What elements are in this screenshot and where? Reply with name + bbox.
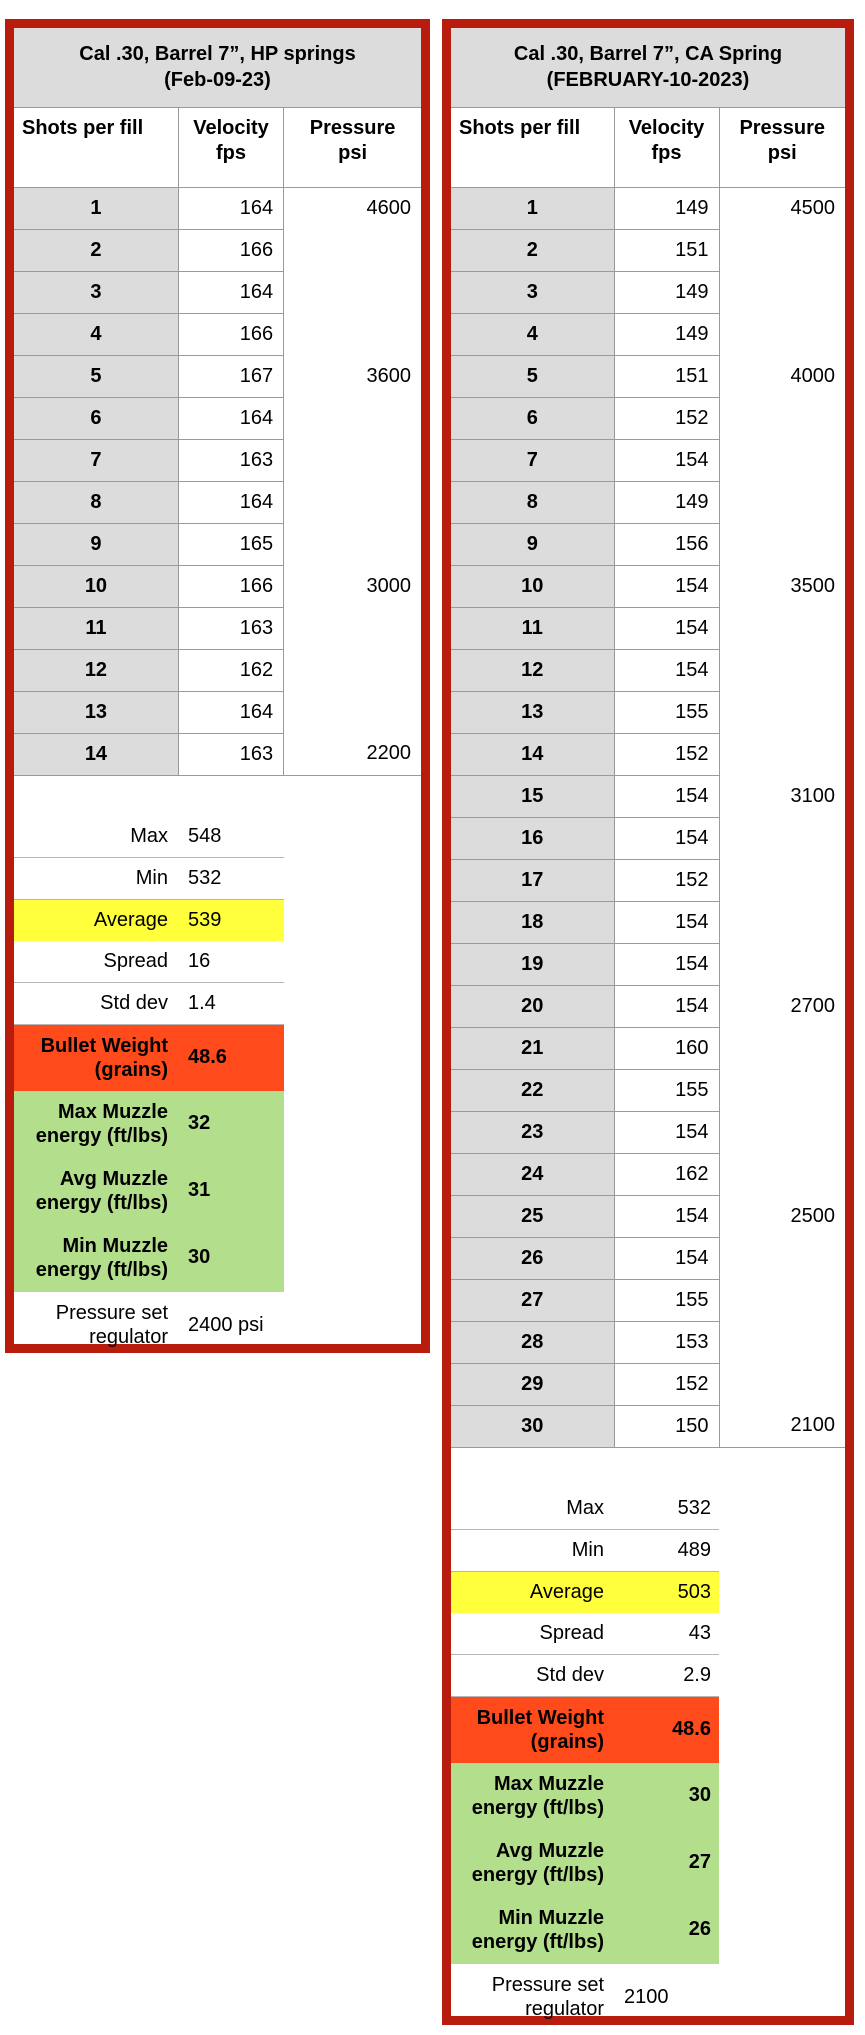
shot-cell: 26 bbox=[451, 1237, 614, 1279]
table-row bbox=[14, 313, 421, 355]
velocity-cell: 154 bbox=[614, 817, 719, 859]
pressure-cell bbox=[719, 1237, 845, 1279]
shot-cell: 14 bbox=[451, 733, 614, 775]
velocity-cell: 152 bbox=[614, 733, 719, 775]
pressure-cell bbox=[719, 901, 845, 943]
table-row bbox=[14, 229, 421, 271]
table-row bbox=[14, 649, 421, 691]
stat-min bbox=[451, 1530, 719, 1572]
stat-avg-energy-label bbox=[14, 1167, 178, 1215]
velocity-cell: 163 bbox=[178, 607, 283, 649]
table-row bbox=[14, 355, 421, 397]
stat-avg-energy-label-1: Avg Muzzle bbox=[59, 1167, 168, 1190]
pressure-cell: 2700 bbox=[719, 985, 845, 1027]
stat-regulator-label-1: Pressure set bbox=[491, 1973, 604, 1996]
table-row bbox=[451, 229, 845, 271]
col-header-pressure-2: psi bbox=[338, 141, 368, 164]
stat-min-label: Min bbox=[571, 1538, 604, 1561]
stat-regulator bbox=[451, 1964, 719, 2030]
velocity-cell: 155 bbox=[614, 691, 719, 733]
col-header-shots: Shots per fill bbox=[451, 107, 614, 187]
table-row bbox=[14, 397, 421, 439]
table-row bbox=[451, 901, 845, 943]
col-header-velocity bbox=[178, 107, 283, 187]
pressure-cell bbox=[284, 481, 421, 523]
title-line-2: (Feb-09-23) bbox=[164, 69, 271, 92]
shot-cell: 24 bbox=[451, 1153, 614, 1195]
title-line-1: Cal .30, Barrel 7”, CA Spring bbox=[513, 43, 783, 66]
stat-max-value: 532 bbox=[677, 1496, 711, 1519]
stat-max-energy bbox=[14, 1091, 284, 1158]
shot-cell: 15 bbox=[451, 775, 614, 817]
table-row bbox=[14, 439, 421, 481]
pressure-cell: 4600 bbox=[284, 187, 421, 229]
pressure-cell bbox=[719, 733, 845, 775]
pressure-cell bbox=[719, 817, 845, 859]
col-header-velocity-1: Velocity bbox=[193, 116, 269, 139]
table-row bbox=[451, 481, 845, 523]
shot-cell: 9 bbox=[14, 523, 178, 565]
velocity-cell: 154 bbox=[614, 439, 719, 481]
table-title bbox=[451, 28, 845, 107]
stat-std-dev-value: 1.4 bbox=[188, 991, 216, 1014]
table-row bbox=[451, 607, 845, 649]
pressure-cell bbox=[284, 439, 421, 481]
table-row bbox=[14, 565, 421, 607]
shot-cell: 3 bbox=[451, 271, 614, 313]
col-header-velocity bbox=[614, 107, 719, 187]
stat-min-energy-label-1: Min Muzzle bbox=[62, 1234, 168, 1257]
pressure-cell bbox=[284, 607, 421, 649]
pressure-cell bbox=[719, 1279, 845, 1321]
table-row bbox=[14, 271, 421, 313]
stat-bullet-weight bbox=[14, 1025, 284, 1091]
shot-cell: 3 bbox=[14, 271, 178, 313]
stat-min-energy-value: 30 bbox=[188, 1246, 211, 1268]
velocity-cell: 156 bbox=[614, 523, 719, 565]
table-row bbox=[451, 187, 845, 229]
pressure-cell bbox=[284, 229, 421, 271]
velocity-cell: 160 bbox=[614, 1027, 719, 1069]
stat-avg-energy bbox=[451, 1830, 719, 1897]
stat-std-dev bbox=[14, 983, 284, 1025]
table-row bbox=[451, 859, 845, 901]
velocity-cell: 151 bbox=[614, 355, 719, 397]
shot-cell: 10 bbox=[451, 565, 614, 607]
velocity-cell: 150 bbox=[614, 1405, 719, 1447]
ca-spring-sheet bbox=[451, 28, 845, 2020]
table-row bbox=[451, 1321, 845, 1363]
shot-cell: 16 bbox=[451, 817, 614, 859]
pressure-cell bbox=[719, 523, 845, 565]
shot-cell: 2 bbox=[14, 229, 178, 271]
stat-avg-energy-value: 27 bbox=[688, 1851, 711, 1873]
stat-std-dev-value: 2.9 bbox=[683, 1663, 711, 1686]
table-row bbox=[451, 649, 845, 691]
stat-regulator-value: 2400 psi bbox=[188, 1313, 264, 1336]
velocity-cell: 166 bbox=[178, 229, 283, 271]
stat-max-value: 548 bbox=[188, 824, 222, 847]
stat-min-energy bbox=[451, 1897, 719, 1964]
pressure-cell bbox=[719, 1363, 845, 1405]
shot-cell: 4 bbox=[451, 313, 614, 355]
velocity-cell: 162 bbox=[178, 649, 283, 691]
velocity-cell: 155 bbox=[614, 1279, 719, 1321]
stat-min-energy-label bbox=[451, 1906, 614, 1954]
stat-spread bbox=[14, 941, 284, 983]
pressure-cell: 2200 bbox=[284, 733, 421, 775]
stat-bullet-weight-label bbox=[451, 1706, 614, 1754]
shot-cell: 11 bbox=[451, 607, 614, 649]
velocity-cell: 154 bbox=[614, 649, 719, 691]
table-row bbox=[14, 691, 421, 733]
velocity-cell: 164 bbox=[178, 481, 283, 523]
table-row bbox=[451, 1153, 845, 1195]
table-row bbox=[451, 565, 845, 607]
pressure-cell bbox=[719, 1027, 845, 1069]
pressure-cell: 2100 bbox=[719, 1405, 845, 1447]
stat-bullet-weight-label bbox=[14, 1034, 178, 1082]
shot-cell: 8 bbox=[14, 481, 178, 523]
stat-min-value: 489 bbox=[677, 1538, 711, 1561]
velocity-cell: 164 bbox=[178, 691, 283, 733]
table-row bbox=[451, 1363, 845, 1405]
stat-regulator-label-2: regulator bbox=[89, 1325, 168, 1348]
pressure-cell bbox=[719, 439, 845, 481]
shot-cell: 20 bbox=[451, 985, 614, 1027]
stat-max-label: Max bbox=[130, 824, 168, 847]
velocity-cell: 154 bbox=[614, 607, 719, 649]
stat-bullet-weight-label-2: (grains) bbox=[530, 1730, 604, 1753]
pressure-cell: 4500 bbox=[719, 187, 845, 229]
pressure-cell bbox=[719, 1321, 845, 1363]
table-row bbox=[451, 355, 845, 397]
velocity-cell: 162 bbox=[614, 1153, 719, 1195]
pressure-cell bbox=[719, 649, 845, 691]
pressure-cell: 2500 bbox=[719, 1195, 845, 1237]
shot-cell: 9 bbox=[451, 523, 614, 565]
stat-max bbox=[451, 1488, 719, 1530]
stat-avg-energy-label-2: energy (ft/lbs) bbox=[35, 1191, 168, 1214]
col-header-pressure-1: Pressure bbox=[739, 116, 826, 139]
table-row bbox=[451, 1405, 845, 1447]
stat-max-energy bbox=[451, 1763, 719, 1830]
stat-avg-energy-label-1: Avg Muzzle bbox=[495, 1839, 604, 1862]
pressure-cell bbox=[719, 607, 845, 649]
ca-spring-table bbox=[451, 28, 845, 1448]
velocity-cell: 151 bbox=[614, 229, 719, 271]
pressure-cell bbox=[284, 271, 421, 313]
stat-min bbox=[14, 858, 284, 900]
velocity-cell: 166 bbox=[178, 565, 283, 607]
ca-spring-panel bbox=[442, 19, 854, 2025]
velocity-cell: 163 bbox=[178, 733, 283, 775]
velocity-cell: 154 bbox=[614, 775, 719, 817]
velocity-cell: 154 bbox=[614, 1111, 719, 1153]
shot-cell: 23 bbox=[451, 1111, 614, 1153]
velocity-cell: 149 bbox=[614, 271, 719, 313]
pressure-cell bbox=[719, 943, 845, 985]
velocity-cell: 152 bbox=[614, 1363, 719, 1405]
stat-regulator-value: 2100 bbox=[624, 1985, 669, 2008]
stat-max-energy-value: 32 bbox=[188, 1112, 211, 1134]
velocity-cell: 149 bbox=[614, 187, 719, 229]
velocity-cell: 155 bbox=[614, 1069, 719, 1111]
shot-cell: 5 bbox=[14, 355, 178, 397]
hp-springs-panel bbox=[5, 19, 430, 1353]
pressure-cell bbox=[284, 691, 421, 733]
shot-cell: 5 bbox=[451, 355, 614, 397]
stat-regulator-label bbox=[14, 1301, 178, 1349]
stat-min-energy bbox=[14, 1225, 284, 1292]
title-line-1: Cal .30, Barrel 7”, HP springs bbox=[79, 43, 356, 66]
velocity-cell: 149 bbox=[614, 481, 719, 523]
stat-bullet-weight-label-2: (grains) bbox=[94, 1058, 168, 1081]
shot-cell: 12 bbox=[14, 649, 178, 691]
table-row bbox=[451, 313, 845, 355]
stat-max-energy-label-2: energy (ft/lbs) bbox=[471, 1796, 604, 1819]
pressure-cell: 3500 bbox=[719, 565, 845, 607]
velocity-cell: 154 bbox=[614, 901, 719, 943]
hp-springs-stats bbox=[14, 816, 284, 1358]
pressure-cell bbox=[719, 481, 845, 523]
stat-spread-value: 43 bbox=[688, 1621, 711, 1644]
shot-cell: 4 bbox=[14, 313, 178, 355]
velocity-cell: 154 bbox=[614, 1195, 719, 1237]
velocity-cell: 154 bbox=[614, 943, 719, 985]
shot-cell: 11 bbox=[14, 607, 178, 649]
shot-cell: 13 bbox=[451, 691, 614, 733]
table-row bbox=[451, 1027, 845, 1069]
pressure-cell bbox=[719, 859, 845, 901]
pressure-cell bbox=[284, 649, 421, 691]
table-row bbox=[451, 397, 845, 439]
title-line-2: (FEBRUARY-10-2023) bbox=[546, 69, 750, 92]
stat-min-energy-label bbox=[14, 1234, 178, 1282]
col-header-velocity-2: fps bbox=[216, 141, 247, 164]
pressure-cell bbox=[284, 397, 421, 439]
table-title bbox=[14, 28, 421, 107]
stat-bullet-weight bbox=[451, 1697, 719, 1763]
velocity-cell: 165 bbox=[178, 523, 283, 565]
pressure-cell bbox=[719, 397, 845, 439]
velocity-cell: 167 bbox=[178, 355, 283, 397]
col-header-velocity-1: Velocity bbox=[628, 116, 705, 139]
shot-cell: 1 bbox=[451, 187, 614, 229]
stat-spread-label: Spread bbox=[103, 949, 168, 972]
shot-cell: 10 bbox=[14, 565, 178, 607]
table-row bbox=[451, 1237, 845, 1279]
pressure-cell bbox=[719, 229, 845, 271]
pressure-cell: 4000 bbox=[719, 355, 845, 397]
stat-std-dev bbox=[451, 1655, 719, 1697]
hp-springs-table bbox=[14, 28, 421, 776]
pressure-cell bbox=[284, 523, 421, 565]
stat-min-label: Min bbox=[135, 866, 168, 889]
velocity-cell: 163 bbox=[178, 439, 283, 481]
stat-spread bbox=[451, 1613, 719, 1655]
table-row bbox=[451, 439, 845, 481]
shot-cell: 1 bbox=[14, 187, 178, 229]
table-row bbox=[14, 481, 421, 523]
stat-avg-energy-label-2: energy (ft/lbs) bbox=[471, 1863, 604, 1886]
ca-spring-stats bbox=[451, 1488, 719, 2030]
stat-bullet-weight-value: 48.6 bbox=[672, 1718, 711, 1740]
stat-max-label: Max bbox=[566, 1496, 604, 1519]
table-row bbox=[451, 817, 845, 859]
shot-cell: 7 bbox=[451, 439, 614, 481]
table-row bbox=[451, 733, 845, 775]
stat-avg-energy-label bbox=[451, 1839, 614, 1887]
velocity-cell: 152 bbox=[614, 397, 719, 439]
col-header-pressure-1: Pressure bbox=[309, 116, 396, 139]
hp-springs-sheet bbox=[14, 28, 421, 1348]
stat-max-energy-label bbox=[451, 1772, 614, 1820]
table-row bbox=[451, 985, 845, 1027]
table-row bbox=[14, 607, 421, 649]
stat-avg-energy-value: 31 bbox=[188, 1179, 211, 1201]
shot-cell: 29 bbox=[451, 1363, 614, 1405]
pressure-cell bbox=[719, 271, 845, 313]
stat-average bbox=[14, 900, 284, 941]
stat-min-energy-label-2: energy (ft/lbs) bbox=[471, 1930, 604, 1953]
shot-cell: 19 bbox=[451, 943, 614, 985]
velocity-cell: 154 bbox=[614, 565, 719, 607]
stat-std-dev-label: Std dev bbox=[536, 1663, 604, 1686]
stat-bullet-weight-label-1: Bullet Weight bbox=[40, 1034, 168, 1057]
shot-cell: 2 bbox=[451, 229, 614, 271]
table-row bbox=[451, 775, 845, 817]
shot-cell: 6 bbox=[451, 397, 614, 439]
shot-cell: 22 bbox=[451, 1069, 614, 1111]
stat-max-energy-label-1: Max Muzzle bbox=[493, 1772, 604, 1795]
stat-std-dev-label: Std dev bbox=[100, 991, 168, 1014]
shot-cell: 14 bbox=[14, 733, 178, 775]
shot-cell: 21 bbox=[451, 1027, 614, 1069]
pressure-cell: 3100 bbox=[719, 775, 845, 817]
stat-max-energy-label bbox=[14, 1100, 178, 1148]
col-header-pressure bbox=[719, 107, 845, 187]
velocity-cell: 154 bbox=[614, 985, 719, 1027]
table-row bbox=[451, 271, 845, 313]
velocity-cell: 149 bbox=[614, 313, 719, 355]
stat-regulator-label bbox=[451, 1973, 614, 2021]
table-row bbox=[451, 1195, 845, 1237]
pressure-cell: 3000 bbox=[284, 565, 421, 607]
stat-spread-value: 16 bbox=[188, 949, 211, 972]
stat-spread-label: Spread bbox=[539, 1621, 604, 1644]
table-row bbox=[14, 523, 421, 565]
shot-cell: 17 bbox=[451, 859, 614, 901]
stat-bullet-weight-value: 48.6 bbox=[188, 1046, 227, 1068]
velocity-cell: 152 bbox=[614, 859, 719, 901]
col-header-pressure-2: psi bbox=[767, 141, 797, 164]
stat-min-value: 532 bbox=[188, 866, 222, 889]
stat-average-value: 503 bbox=[677, 1580, 711, 1603]
stat-regulator bbox=[14, 1292, 284, 1358]
table-row bbox=[14, 187, 421, 229]
shot-cell: 25 bbox=[451, 1195, 614, 1237]
table-row bbox=[451, 1111, 845, 1153]
shot-cell: 30 bbox=[451, 1405, 614, 1447]
stat-bullet-weight-label-1: Bullet Weight bbox=[476, 1706, 604, 1729]
shot-cell: 7 bbox=[14, 439, 178, 481]
stat-min-energy-label-1: Min Muzzle bbox=[498, 1906, 604, 1929]
pressure-cell bbox=[719, 1153, 845, 1195]
col-header-pressure bbox=[284, 107, 421, 187]
stat-max-energy-value: 30 bbox=[688, 1784, 711, 1806]
stat-max bbox=[14, 816, 284, 858]
col-header-velocity-2: fps bbox=[651, 141, 682, 164]
stat-max-energy-label-2: energy (ft/lbs) bbox=[35, 1124, 168, 1147]
stat-max-energy-label-1: Max Muzzle bbox=[57, 1100, 168, 1123]
table-row bbox=[451, 691, 845, 733]
pressure-cell bbox=[284, 313, 421, 355]
stat-average-label: Average bbox=[93, 908, 168, 931]
pressure-cell bbox=[719, 313, 845, 355]
shot-cell: 6 bbox=[14, 397, 178, 439]
col-header-shots: Shots per fill bbox=[14, 107, 178, 187]
stat-regulator-label-1: Pressure set bbox=[55, 1301, 168, 1324]
shot-cell: 12 bbox=[451, 649, 614, 691]
table-row bbox=[451, 523, 845, 565]
table-row bbox=[451, 1069, 845, 1111]
shot-cell: 27 bbox=[451, 1279, 614, 1321]
velocity-cell: 164 bbox=[178, 271, 283, 313]
shot-cell: 18 bbox=[451, 901, 614, 943]
velocity-cell: 164 bbox=[178, 187, 283, 229]
pressure-cell bbox=[719, 1069, 845, 1111]
pressure-cell bbox=[719, 691, 845, 733]
pressure-cell bbox=[719, 1111, 845, 1153]
table-row bbox=[14, 733, 421, 775]
shot-cell: 13 bbox=[14, 691, 178, 733]
stat-regulator-label-2: regulator bbox=[525, 1997, 604, 2020]
velocity-cell: 164 bbox=[178, 397, 283, 439]
table-row bbox=[451, 943, 845, 985]
velocity-cell: 153 bbox=[614, 1321, 719, 1363]
stat-average-value: 539 bbox=[188, 908, 222, 931]
stat-avg-energy bbox=[14, 1158, 284, 1225]
pressure-cell: 3600 bbox=[284, 355, 421, 397]
stat-average bbox=[451, 1572, 719, 1613]
velocity-cell: 166 bbox=[178, 313, 283, 355]
shot-cell: 28 bbox=[451, 1321, 614, 1363]
stat-average-label: Average bbox=[529, 1580, 604, 1603]
table-row bbox=[451, 1279, 845, 1321]
stat-min-energy-value: 26 bbox=[688, 1918, 711, 1940]
stat-min-energy-label-2: energy (ft/lbs) bbox=[35, 1258, 168, 1281]
velocity-cell: 154 bbox=[614, 1237, 719, 1279]
shot-cell: 8 bbox=[451, 481, 614, 523]
